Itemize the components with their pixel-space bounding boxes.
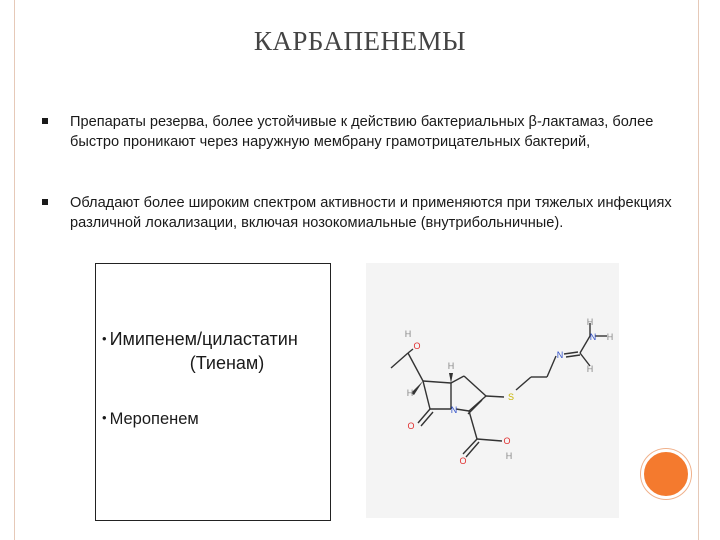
atom-label-n: N: [450, 405, 458, 415]
atom-label-o: O: [459, 456, 467, 466]
chemical-structure-image: [366, 263, 619, 518]
atom-label-h: H: [406, 388, 414, 398]
bullet-dot-icon: •: [102, 410, 107, 425]
imipenem-structure-diagram: [366, 263, 619, 518]
bullet-text: Обладают более широким спектром активности и применяются при тяжелых инфекциях различной локализации, включая нозокомиальные (внутрибольничные).: [70, 195, 672, 231]
drug-name: Меропенем: [109, 410, 199, 428]
atom-label-h: H: [586, 317, 594, 327]
atom-label-o: O: [413, 341, 421, 351]
bullet-item: [42, 193, 672, 233]
drug-trade-name: (Тиенам): [189, 353, 265, 373]
square-bullet-icon: [42, 199, 48, 205]
bullet-item: [42, 112, 672, 152]
atom-label-h: H: [505, 451, 513, 461]
atom-label-o: O: [503, 436, 511, 446]
bullet-dot-icon: •: [102, 331, 107, 346]
decorative-orange-circle: [641, 449, 691, 499]
atom-labels: [405, 317, 614, 466]
atom-label-s: S: [507, 392, 515, 402]
atom-label-n: N: [556, 350, 564, 360]
slide-title: КАРБАПЕНЕМЫ: [253, 26, 467, 56]
atom-label-n: N: [589, 332, 597, 342]
drug-list-box: [95, 263, 331, 521]
atom-label-h: H: [404, 329, 412, 339]
atom-label-o: O: [407, 421, 415, 431]
bullet-text: Препараты резерва, более устойчивые к действию бактериальных β-лактамаз, более быстро проникают через наружную мембрану грамотрицательных бактерий,: [70, 114, 654, 150]
square-bullet-icon: [42, 118, 48, 124]
drug-item-meropenem: [102, 410, 199, 429]
drug-item-imipenem: [102, 327, 332, 375]
drug-name: Имипенем/циластатин: [109, 329, 298, 349]
atom-label-h: H: [447, 361, 455, 371]
atom-label-h: H: [606, 332, 614, 342]
atom-label-h: H: [586, 364, 594, 374]
bond-lines: [391, 323, 607, 457]
